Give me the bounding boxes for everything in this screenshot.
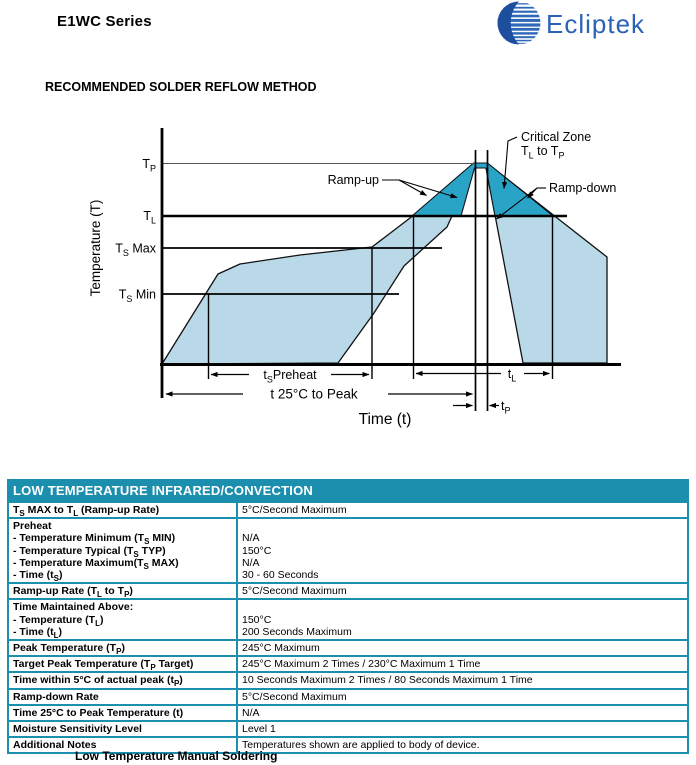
spec-value-cell-line: Temperatures shown are applied to body of device. [242, 739, 480, 752]
spec-parameter-cell-line: Peak Temperature $(T_P)$ [13, 642, 125, 657]
table-row [8, 689, 688, 705]
spec-parameter-cell-line: Target Peak Temperature ($T_P$ Target) [13, 658, 194, 673]
spec-value-cell-line: N/A [242, 532, 260, 545]
spec-parameter-cell [8, 502, 237, 518]
spec-value-cell-line: 200 Seconds Maximum [242, 625, 352, 638]
svg-text:t 25°C to Peak: t 25°C to Peak [270, 386, 358, 402]
section-heading: RECOMMENDED SOLDER REFLOW METHOD [45, 80, 317, 94]
spec-parameter-cell [8, 721, 237, 737]
spec-parameter-cell-line: Time within 5°C of actual peak $(t_P)$ [13, 674, 183, 689]
tp-dimension [453, 399, 511, 416]
spec-parameter-cell-line: Time 25°C to Peak Temperature (t) [13, 706, 184, 719]
spec-value-cell-line: N/A [242, 556, 260, 569]
spec-table-body [8, 502, 688, 753]
svg-text:tSPreheat: $t_SPreheat$ [263, 368, 317, 385]
spec-parameter-cell-line: Ramp-down Rate [13, 690, 99, 703]
svg-text:Ramp-up: Ramp-up [327, 173, 379, 187]
spec-value-cell [237, 672, 688, 688]
table-header: LOW TEMPERATURE INFRARED/CONVECTION [8, 480, 688, 502]
critical-zone-annotation [504, 130, 591, 189]
spec-parameter-cell-line: - Temperature $(T_L)$ [13, 613, 104, 628]
svg-text:Ramp-down: Ramp-down [549, 181, 617, 195]
spec-parameter-cell [8, 640, 237, 656]
spec-value-cell-line: 245°C Maximum [242, 642, 320, 655]
y-axis-title: Temperature (T) [88, 199, 103, 297]
spec-parameter-cell [8, 689, 237, 705]
reflow-profile-chart [80, 115, 630, 430]
table-row [8, 518, 688, 583]
spec-parameter-cell-line: Moisture Sensitivity Level [13, 723, 142, 736]
spec-value-cell-line: Level 1 [242, 723, 276, 736]
table-row [8, 672, 688, 688]
spec-parameter-cell [8, 599, 237, 640]
reflow-band-area [162, 164, 607, 365]
spec-value-cell [237, 721, 688, 737]
spec-parameter-cell-line: Ramp-up Rate ($T_L$ to $T_P$) [13, 585, 133, 600]
logo-wordmark: Ecliptek [546, 9, 646, 39]
spec-parameter-cell-line: - Temperature Minimum ($T_S$ MIN) [13, 532, 176, 547]
spec-value-cell-line: N/A [242, 706, 260, 719]
spec-parameter-cell-line: - Time $(t_S)$ [13, 569, 63, 584]
spec-value-cell-line: 30 - 60 Seconds [242, 569, 319, 581]
critical-zone-area [412, 163, 553, 216]
spec-value-cell-line: 150°C [242, 544, 272, 557]
spec-parameter-cell-line: Time Maintained Above: [13, 601, 134, 614]
x-axis-title: Time (t) [358, 411, 412, 428]
spec-value-cell [237, 518, 688, 583]
spec-value-cell [237, 705, 688, 721]
table-row [8, 656, 688, 672]
t25-to-peak-dimension [166, 387, 473, 402]
spec-parameter-cell-line: - Temperature Typical ($T_S$ TYP) [13, 544, 166, 559]
table-row [8, 583, 688, 599]
spec-value-cell [237, 583, 688, 599]
table-row [8, 705, 688, 721]
table-row [8, 721, 688, 737]
spec-value-cell-line: 5°C/Second Maximum [242, 690, 347, 703]
spec-parameter-cell-line: - Time $(t_L)$ [13, 625, 63, 640]
spec-value-cell [237, 689, 688, 705]
table-row [8, 599, 688, 640]
spec-parameter-cell-line: Additional Notes [13, 739, 97, 752]
tsmin-axis-label: $T_S$ Min [118, 287, 156, 304]
spec-value-cell-line: 5°C/Second Maximum [242, 585, 347, 598]
spec-parameter-cell [8, 583, 237, 599]
svg-text:tL: $t_L$ [507, 367, 517, 384]
spec-value-cell-line: 245°C Maximum 2 Times / 230°C Maximum 1 Time [242, 658, 481, 671]
page-title: E1WC Series [57, 13, 152, 30]
spec-parameter-cell-line: $T_S$ MAX to $T_L$ (Ramp-up Rate) [13, 504, 160, 519]
tl-axis-label: $T_L$ [143, 209, 156, 226]
spec-value-cell [237, 502, 688, 518]
spec-parameter-cell [8, 705, 237, 721]
tl-dimension [416, 367, 550, 384]
spec-value-cell [237, 737, 688, 753]
spec-value-cell-line [242, 520, 683, 532]
spec-value-cell-line [242, 601, 683, 613]
spec-parameter-cell-line: - Temperature $Maximum(T_S$ MAX) [13, 556, 179, 571]
tsmax-axis-label: $T_S$ Max [115, 241, 156, 258]
preheat-dimension [211, 368, 369, 385]
svg-text:TL to TP: $T_L$ to $T_P$ [521, 144, 565, 161]
spec-value-cell-line: 5°C/Second Maximum [242, 504, 347, 516]
table-row [8, 640, 688, 656]
reflow-spec-table [7, 479, 689, 754]
spec-value-cell [237, 640, 688, 656]
spec-value-cell-line: 10 Seconds Maximum 2 Times / 80 Seconds Maximum 1 Time [242, 674, 533, 687]
spec-parameter-cell [8, 518, 237, 583]
svg-text:tP: $t_P$ [501, 399, 511, 416]
footer-heading: Low Temperature Manual Soldering [75, 749, 278, 763]
spec-parameter-cell [8, 672, 237, 688]
logo-globe-icon [496, 2, 542, 45]
table-header-row [8, 480, 688, 502]
spec-value-cell [237, 599, 688, 640]
ecliptek-logo [494, 0, 694, 48]
spec-parameter-cell-line: Preheat [13, 520, 52, 533]
spec-value-cell [237, 656, 688, 672]
tp-axis-label: $T_P$ [142, 157, 156, 174]
svg-text:Critical Zone: Critical Zone [521, 130, 592, 144]
spec-value-cell-line: 150°C [242, 613, 272, 626]
table-row [8, 502, 688, 518]
spec-parameter-cell [8, 656, 237, 672]
